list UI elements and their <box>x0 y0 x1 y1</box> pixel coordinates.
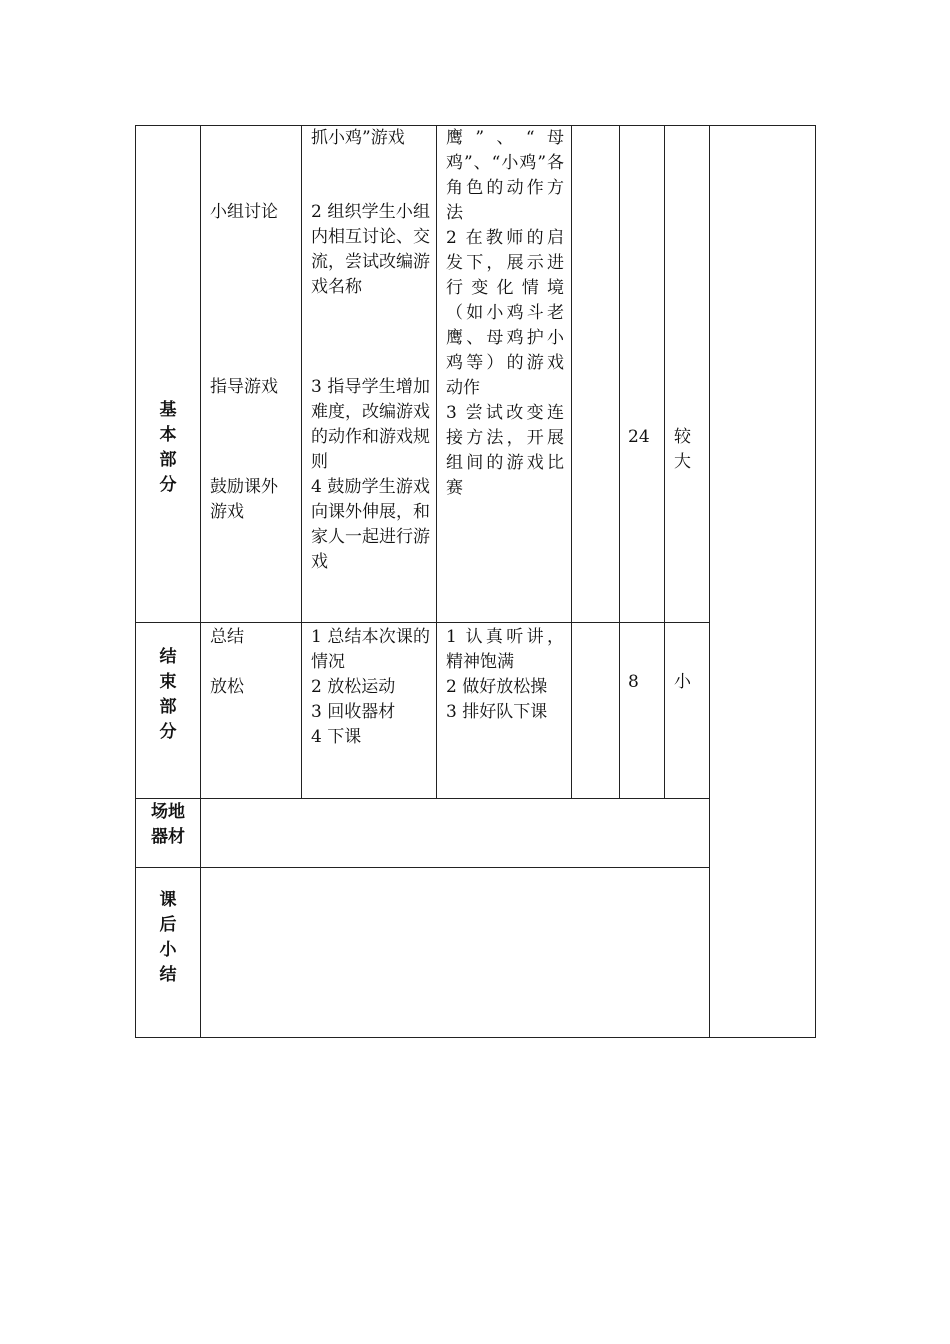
time-basic: 24 <box>628 427 650 447</box>
table-right-border <box>815 125 816 1038</box>
label-char: 本 <box>159 425 177 445</box>
label-char: 基 <box>159 400 177 420</box>
label-char: 小 <box>159 940 177 960</box>
basic-section-label <box>136 398 200 498</box>
col-divider-teacher <box>436 125 437 799</box>
col-divider-intensity <box>709 125 710 1038</box>
label-char: 部 <box>159 450 177 470</box>
teacher-item-2: 2 组织学生小组内相互讨论、交流，尝试改编游戏名称 <box>311 202 430 297</box>
teacher-item-4: 4 鼓励学生游戏向课外伸展，和家人一起进行游戏 <box>311 477 430 572</box>
label-char: 后 <box>159 915 177 935</box>
student-activities-end: 1 认真听讲，精神饱满 2 做好放松操 3 排好队下课 <box>446 627 564 722</box>
label-char: 课 <box>159 890 177 910</box>
venue-equipment-label <box>136 800 200 850</box>
content-discuss: 小组讨论 <box>210 202 278 222</box>
teacher-activities-end: 1 总结本次课的情况 2 放松运动 3 回收器材 4 下课 <box>311 627 430 747</box>
row-divider-basic-end <box>135 622 710 623</box>
content-encourage: 鼓励课外 游戏 <box>210 477 278 522</box>
reflection-value <box>201 868 709 1037</box>
reflection-label <box>136 888 200 988</box>
time-end: 8 <box>628 672 639 692</box>
teacher-item-3: 3 指导学生增加难度，改编游戏的动作和游戏规则 <box>311 377 430 472</box>
label-char: 部 <box>159 697 177 717</box>
content-summary: 总结 <box>210 627 244 647</box>
label-char: 结 <box>159 647 177 667</box>
student-activities-basic: 鹰”、“母鸡”、“小鸡”各角色的动作方法 2 在教师的启发下，展示进行变化情境（如小鸡斗老鹰、母鸡护小鸡等）的游戏动作 3 尝试改变连接方法，开展组间的游戏比赛 <box>446 128 564 498</box>
label-char: 束 <box>159 672 177 692</box>
col-divider-student <box>571 125 572 799</box>
teacher-item-top: 抓小鸡”游戏 <box>311 128 405 148</box>
label-line: 器材 <box>151 827 185 847</box>
label-char: 分 <box>159 475 177 495</box>
content-relax: 放松 <box>210 677 244 697</box>
label-char: 分 <box>159 722 177 742</box>
col-divider-time <box>664 125 665 799</box>
table-bottom-border <box>135 1037 816 1038</box>
intensity-end: 小 <box>674 672 691 692</box>
col-divider-content <box>301 125 302 799</box>
col-divider-organization <box>619 125 620 799</box>
content-guide: 指导游戏 <box>210 377 278 397</box>
label-char: 结 <box>159 965 177 985</box>
end-section-label <box>136 645 200 745</box>
label-line: 场地 <box>151 802 185 822</box>
venue-equipment-value <box>201 799 709 867</box>
intensity-basic: 较 大 <box>674 427 691 472</box>
